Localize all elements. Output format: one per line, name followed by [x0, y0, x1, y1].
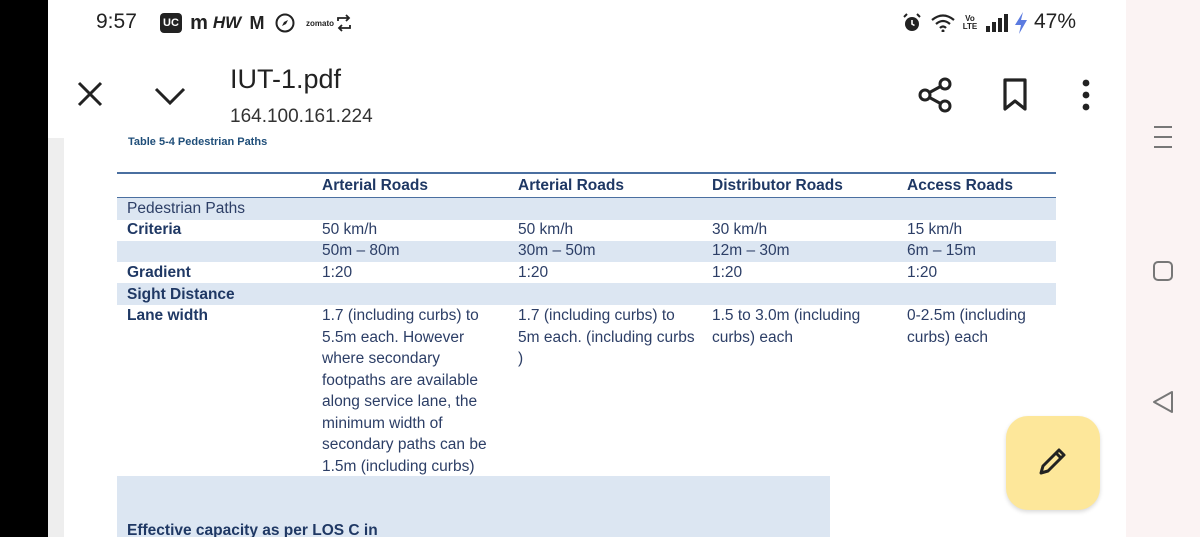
share-icon[interactable]	[912, 72, 958, 118]
table-caption: Table 5-4 Pedestrian Paths	[128, 136, 268, 148]
page-gutter	[48, 138, 64, 537]
row-label: Gradient	[127, 264, 191, 281]
toolbar	[48, 48, 1126, 138]
table-cell: 1:20	[712, 264, 743, 281]
bookmark-icon[interactable]	[992, 72, 1038, 118]
table-cell: 1.7 (including curbs) to 5.5m each. However where secondary footpaths are available along service lane, the minimum width of secondary paths can be 1.5m (including curbs)	[322, 307, 487, 475]
table-cell: 6m – 15m	[907, 242, 976, 259]
column-header: Access Roads	[907, 177, 1013, 194]
close-icon[interactable]	[70, 74, 110, 114]
home-icon[interactable]	[1150, 256, 1176, 286]
table-cell: 1.7 (including curbs) to 5m each. (including curbs )	[518, 307, 695, 367]
column-header: Distributor Roads	[712, 177, 843, 194]
status-bar	[48, 0, 1126, 48]
table-cell: 12m – 30m	[712, 242, 790, 259]
table-cell: 1.5 to 3.0m (including curbs) each	[712, 307, 861, 346]
column-header: Arterial Roads	[322, 177, 428, 194]
left-edge-bar	[0, 0, 48, 537]
more-options-icon[interactable]	[1068, 72, 1104, 118]
hw-icon: HW	[212, 13, 242, 32]
row-band	[117, 283, 1056, 305]
recents-icon[interactable]	[1150, 122, 1176, 152]
chevron-down-icon[interactable]	[148, 76, 192, 116]
table-cell: 50 km/h	[518, 221, 574, 238]
uc-icon: UC	[160, 13, 182, 33]
table-cell: 1:20	[518, 264, 549, 281]
row-label: Pedestrian Paths	[127, 200, 246, 217]
charging-icon	[1012, 13, 1030, 33]
row-label: Sight Distance	[127, 286, 235, 303]
document-source: 164.100.161.224	[230, 106, 373, 127]
table-top-rule	[117, 172, 1056, 174]
signal-icon	[984, 13, 1014, 33]
battery-percent: 47%	[1034, 10, 1077, 33]
table-cell: 1:20	[907, 264, 938, 281]
row-label: Effective capacity as per LOS C in	[127, 522, 378, 537]
row-label: Lane width	[127, 307, 208, 324]
safari-icon	[274, 13, 296, 33]
wifi-icon	[930, 13, 956, 33]
edit-button[interactable]	[1006, 416, 1100, 510]
row-band	[117, 198, 1056, 220]
pdf-page[interactable]	[64, 138, 1126, 537]
table-cell: 30 km/h	[712, 221, 768, 238]
table-cell: 0-2.5m (including curbs) each	[907, 307, 1026, 346]
table-cell: 15 km/h	[907, 221, 963, 238]
pdf-viewer	[48, 0, 1126, 537]
system-nav-bar	[1126, 0, 1200, 537]
status-time: 9:57	[96, 10, 137, 33]
repeat-icon	[332, 13, 356, 33]
zomato-icon: zomato	[306, 18, 334, 28]
document-title: IUT-1.pdf	[230, 64, 342, 94]
gmail-icon: M	[249, 12, 265, 33]
row-label: Criteria	[127, 221, 182, 238]
table-cell: 1:20	[322, 264, 353, 281]
m-icon: m	[190, 11, 208, 34]
pencil-icon	[1036, 444, 1070, 483]
column-header: Arterial Roads	[518, 177, 624, 194]
table-cell: 50 km/h	[322, 221, 378, 238]
table-cell: 50m – 80m	[322, 242, 400, 259]
back-icon[interactable]	[1150, 386, 1176, 418]
alarm-icon	[900, 13, 924, 33]
volte-icon: Vo LTE	[962, 14, 978, 31]
table-cell: 30m – 50m	[518, 242, 596, 259]
